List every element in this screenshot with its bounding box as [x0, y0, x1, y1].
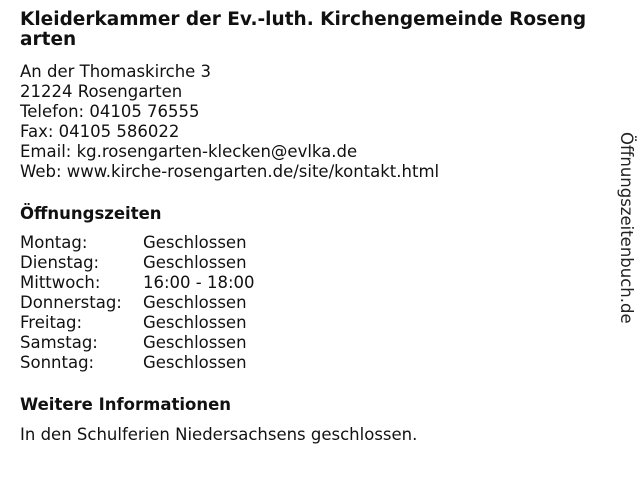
address-street: An der Thomaskirche 3: [20, 62, 212, 81]
info-text: In den Schulferien Niedersachsens geschlossen.: [20, 425, 418, 444]
hours-time: Geschlossen: [143, 313, 247, 332]
hours-row-friday: [20, 313, 600, 333]
hours-row-sunday: [20, 353, 600, 373]
hours-time: Geschlossen: [143, 353, 247, 372]
phone-line: Telefon: 04105 76555: [20, 102, 200, 121]
fax-line: Fax: 04105 586022: [20, 122, 180, 141]
hours-time: Geschlossen: [143, 293, 247, 312]
hours-heading: Öffnungszeiten: [20, 204, 162, 223]
hours-day: Montag:: [20, 233, 88, 252]
address-block: [20, 62, 600, 182]
hours-row-monday: [20, 233, 600, 253]
hours-row-saturday: [20, 333, 600, 353]
hours-day: Samstag:: [20, 333, 98, 352]
hours-time: Geschlossen: [143, 253, 247, 272]
address-city: 21224 Rosengarten: [20, 82, 183, 101]
hours-row-thursday: [20, 293, 600, 313]
hours-time: Geschlossen: [143, 333, 247, 352]
hours-row-wednesday: [20, 273, 600, 293]
hours-day: Dienstag:: [20, 253, 100, 272]
web-line: Web: www.kirche-rosengarten.de/site/kontakt.html: [20, 162, 440, 181]
hours-day: Donnerstag:: [20, 293, 122, 312]
hours-time: Geschlossen: [143, 233, 247, 252]
email-line: Email: kg.rosengarten-klecken@evlka.de: [20, 142, 358, 161]
listing-page: [20, 0, 600, 445]
hours-day: Sonntag:: [20, 353, 95, 372]
hours-row-tuesday: [20, 253, 600, 273]
hours-day: Mittwoch:: [20, 273, 101, 292]
hours-table: [20, 233, 600, 373]
page-title: Kleiderkammer der Ev.-luth. Kirchengemeinde Rosengarten: [20, 9, 587, 50]
site-watermark-label: Öffnungszeitenbuch.de: [617, 132, 636, 324]
hours-day: Freitag:: [20, 313, 83, 332]
hours-time: 16:00 - 18:00: [143, 273, 255, 292]
info-heading: Weitere Informationen: [20, 395, 232, 414]
